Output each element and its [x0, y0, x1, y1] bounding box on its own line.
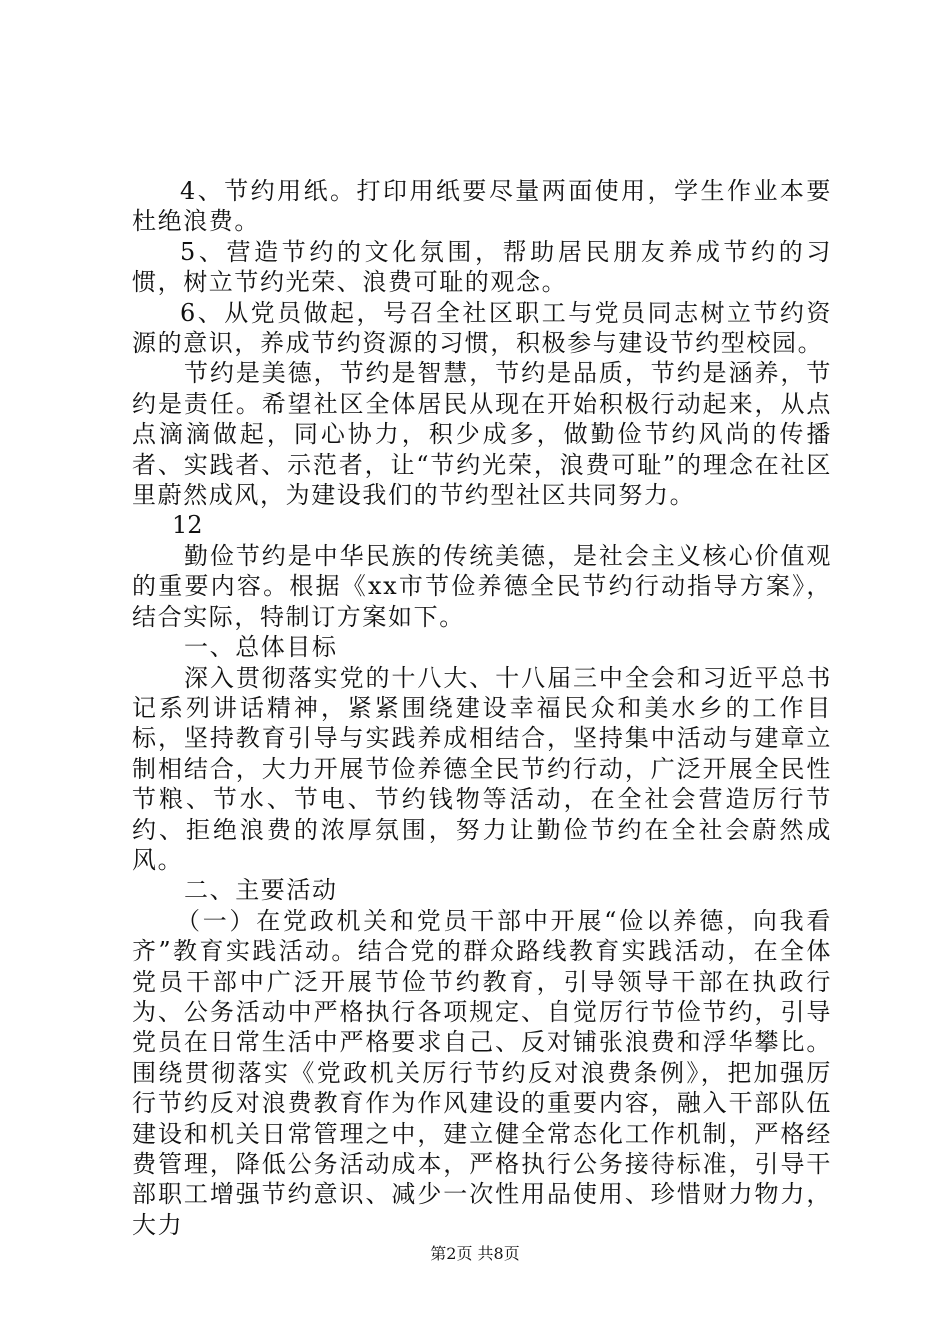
heading-overall-goal: 一、总体目标 [184, 633, 338, 662]
paragraph-item-6: 6、从党员做起，号召全社区职工与党员同志树立节约资源的意识，养成节约资源的习惯，积极参与建设节约型校园。 [132, 298, 832, 358]
heading-main-activities: 二、主要活动 [184, 876, 338, 905]
paragraph-overall-goal: 深入贯彻落实党的十八大、十八届三中全会和习近平总书记系列讲话精神，紧紧围绕建设幸福民众和美水乡的工作目标，坚持教育引导与实践养成相结合，坚持集中活动与建章立制相结合，大力开展节俭养德全民节约行动，广泛开展全民性节粮、节水、节电、节约钱物等活动，在全社会营造厉行节约、拒绝浪费的浓厚氛围，努力让勤俭节约在全社会蔚然成风。 [132, 663, 832, 874]
paragraph-item-5: 5、营造节约的文化氛围，帮助居民朋友养成节约的习惯，树立节约光荣、浪费可耻的观念。 [132, 237, 832, 297]
paragraph-introduction: 勤俭节约是中华民族的传统美德，是社会主义核心价值观的重要内容。根据《xx市节俭养德全民节约行动指导方案》，结合实际，特制订方案如下。 [132, 541, 832, 631]
paragraph-activity-1: （一）在党政机关和党员干部中开展“俭以养德，向我看齐”教育实践活动。结合党的群众路线教育实践活动，在全体党员干部中广泛开展节俭节约教育，引导领导干部在执政行为、公务活动中严格执行各项规定、自觉厉行节俭节约，引导党员在日常生活中严格要求自己、反对铺张浪费和浮华攀比。围绕贯彻落实《党政机关厉行节约反对浪费条例》，把加强厉行节约反对浪费教育作为作风建设的重要内容，融入干部队伍建设和机关日常管理之中，建立健全常态化工作机制，严格经费管理，降低公务活动成本，严格执行公务接待标准，引导干部职工增强节约意识、减少一次性用品使用、珍惜财力物力，大力 [132, 906, 832, 1239]
section-number: 12 [172, 511, 203, 540]
page-number-indicator: 第2页 共8页 [430, 1244, 520, 1263]
page-footer [0, 1244, 950, 1264]
document-body [132, 176, 832, 1240]
paragraph-item-4: 4、节约用纸。打印用纸要尽量两面使用，学生作业本要杜绝浪费。 [132, 177, 832, 236]
paragraph-closing-appeal: 节约是美德，节约是智慧，节约是品质，节约是涵养，节约是责任。希望社区全体居民从现在开始积极行动起来，从点点滴滴做起，同心协力，积少成多，做勤俭节约风尚的传播者、实践者、示范者，让“节约光荣，浪费可耻”的理念在社区里蔚然成风，为建设我们的节约型社区共同努力。 [132, 359, 832, 510]
